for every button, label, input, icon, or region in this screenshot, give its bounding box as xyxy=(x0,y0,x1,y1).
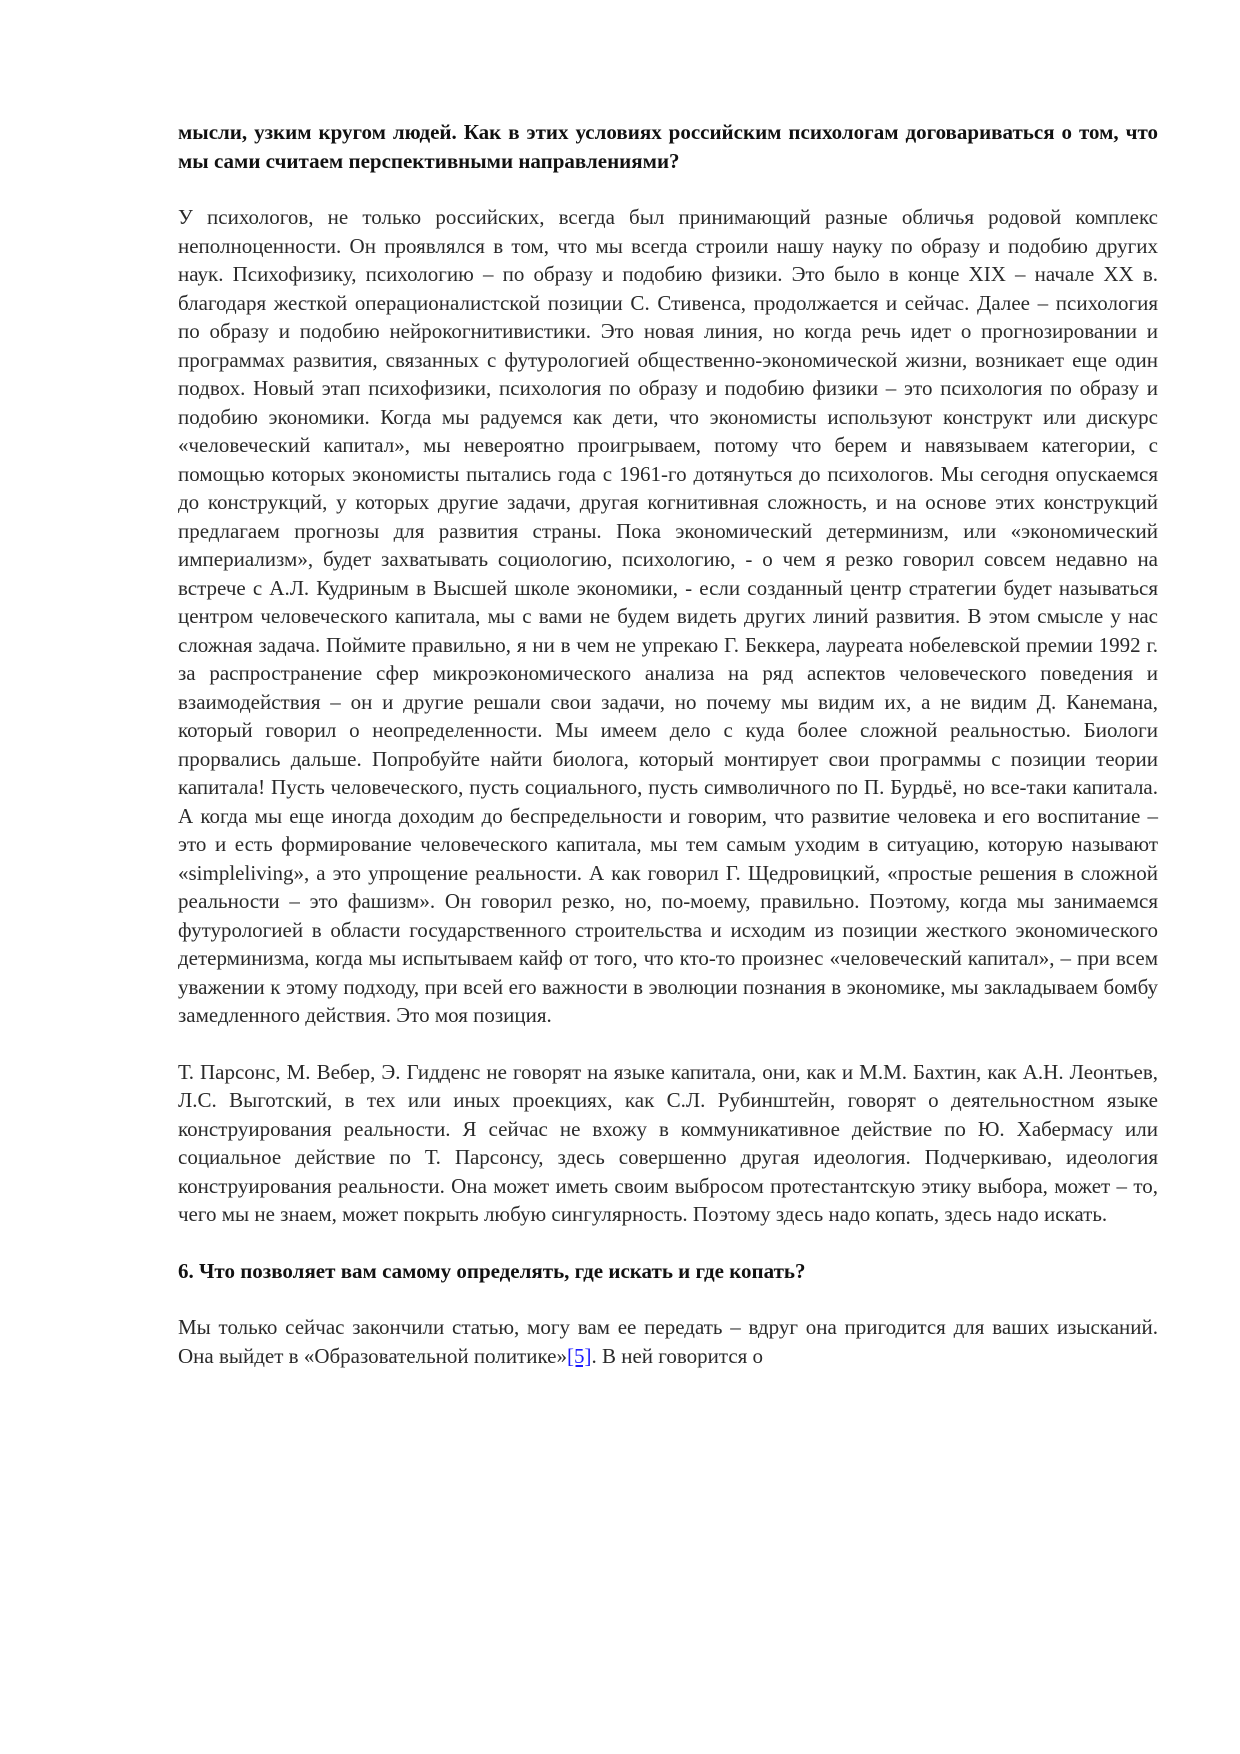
paragraph-3-text-start: Мы только сейчас закончили статью, могу вам ее передать – вдруг она пригодится для ваших изысканий. Она выйдет в «Образовательной политике» xyxy=(178,1315,1158,1368)
question-6: 6. Что позволяет вам самому определять, где искать и где копать? xyxy=(178,1258,806,1283)
answer-paragraph-1: У психологов, не только российских, всегда был принимающий разные обличья родовой комплекс неполноценности. Он проявлялся в том, что мы всегда строили нашу науку по образу и подобию других наук. Психофизику, психологию – по образу и подобию физики. Это было в конце XIX – начале XX в. благодаря жесткой операционалистской позиции С. Стивенса, продолжается и сейчас. Далее – психология по образу и подобию нейрокогнитивистики. Это новая линия, но когда речь идет о прогнозировании и программах развития, связанных с футурологией общественно-экономической жизни, возникает еще один подвох. Новый этап психофизики, психология по образу и подобию физики – это психология по образу и подобию экономики. Когда мы радуемся как дети, что экономисты используют конструкт или дискурс «человеческий капитал», мы невероятно проигрываем, потому что берем и навязываем категории, с помощью которых экономисты пытались года с 1961-го дотянуться до психологов. Мы сегодня опускаемся до конструкций, у которых другие задачи, другая когнитивная сложность, и на основе этих конструкций предлагаем прогнозы для развития страны. Пока экономический детерминизм, или «экономический империализм», будет захватывать социологию, психологию, - о чем я резко говорил совсем недавно на встрече с А.Л. Кудриным в Высшей школе экономики, - если созданный центр стратегии будет называться центром человеческого капитала, мы с вами не будем видеть других линий развития. В этом смысле у нас сложная задача. Поймите правильно, я ни в чем не упрекаю Г. Беккера, лауреата нобелевской премии 1992 г. за распространение сфер микроэкономического анализа на ряд аспектов человеческого поведения и взаимодействия – он и другие решали свои задачи, но почему мы видим их, а не видим Д. Канемана, который говорил о неопределенности. Мы имеем дело с куда более сложной реальностью. Биологи прорвались дальше. Попробуйте найти биолога, который монтирует свои программы с позиции теории капитала! Пусть человеческого, пусть социального, пусть символичного по П. Бурдьё, но все-таки капитала. А когда мы еще иногда доходим до беспредельности и говорим, что развитие человека и его воспитание – это и есть формирование человеческого капитала, мы тем самым уходим в ситуацию, которую называют «simpleliving», а это упрощение реальности. А как говорил Г. Щедровицкий, «простые решения в сложной реальности – это фашизм». Он говорил резко, но, по-моему, правильно. Поэтому, когда мы занимаемся футурологией в области государственного строительства и исходим из позиции жесткого экономического детерминизма, когда мы испытываем кайф от того, что кто-то произнес «человеческий капитал», – при всем уважении к этому подходу, при всей его важности в эволюции познания в экономике, мы закладываем бомбу замедленного действия. Это моя позиция. xyxy=(178,205,1158,1027)
document-page xyxy=(178,118,1158,1398)
answer-paragraph-2: Т. Парсонс, М. Вебер, Э. Гидденс не говорят на языке капитала, они, как и М.М. Бахтин, как А.Н. Леонтьев, Л.С. Выготский, в тех или иных проекциях, как С.Л. Рубинштейн, говорят о деятельностном языке конструирования реальности. Я сейчас не вхожу в коммуникативное действие по Ю. Хабермасу или социальное действие по Т. Парсонсу, здесь совершенно другая идеология. Подчеркиваю, идеология конструирования реальности. Она может иметь своим выбросом протестантскую этику выбора, может – то, чего мы не знаем, может покрыть любую сингулярность. Поэтому здесь надо копать, здесь надо искать. xyxy=(178,1059,1158,1226)
paragraph-3-text-end: . В ней говорится о xyxy=(591,1343,764,1368)
footnote-5-link[interactable]: [5] xyxy=(566,1343,592,1368)
answer-paragraph-3 xyxy=(178,1313,1158,1370)
question-continued: мысли, узким кругом людей. Как в этих условиях российским психологам договариваться о том, что мы сами считаем перспективными направлениями? xyxy=(178,120,1158,173)
